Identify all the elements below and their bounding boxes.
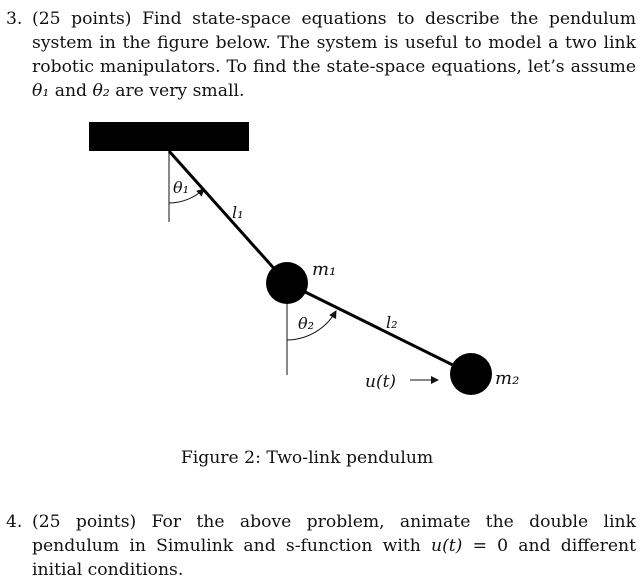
label-m2: m₂ bbox=[495, 368, 520, 389]
problem-4-text-part1: For the above problem, animate the double link pendulum in Simulink and s-function with bbox=[32, 512, 636, 556]
problem-4-text bbox=[32, 510, 636, 582]
mass-2 bbox=[450, 353, 492, 395]
ceiling-block bbox=[89, 122, 249, 151]
problem-3-theta2: θ₂ bbox=[92, 81, 110, 101]
label-u: u(t) bbox=[365, 372, 397, 392]
figure-caption: Figure 2: Two-link pendulum bbox=[180, 448, 434, 468]
problem-4-number: 4. bbox=[6, 512, 23, 532]
link-1-rod bbox=[169, 151, 287, 283]
link-2-rod bbox=[287, 283, 471, 374]
problem-3-and: and bbox=[49, 81, 93, 101]
problem-4-equation: = 0 bbox=[462, 536, 509, 556]
label-l1: l₁ bbox=[232, 203, 244, 222]
problem-3-text-part1: Find state-space equations to describe the pendulum system in the figure below. The system is useful to model a two link robotic manipulators. To find the state-space equations, let’s assume bbox=[32, 9, 636, 77]
problem-3-points: (25 points) bbox=[32, 9, 132, 29]
label-m1: m₁ bbox=[312, 259, 337, 280]
problem-3-theta1: θ₁ bbox=[32, 81, 50, 101]
problem-4 bbox=[6, 510, 636, 582]
problem-4-text-part2: and different initial conditions. bbox=[32, 536, 636, 580]
problem-3-number: 3. bbox=[6, 9, 23, 29]
problem-3-text-part2: are very small. bbox=[109, 81, 245, 101]
problem-4-u: u(t) bbox=[431, 536, 463, 556]
problem-4-points: (25 points) bbox=[32, 512, 137, 532]
mass-1 bbox=[266, 262, 308, 304]
label-theta1: θ₁ bbox=[173, 178, 190, 197]
label-l2: l₂ bbox=[386, 313, 398, 332]
label-theta2: θ₂ bbox=[298, 314, 315, 333]
